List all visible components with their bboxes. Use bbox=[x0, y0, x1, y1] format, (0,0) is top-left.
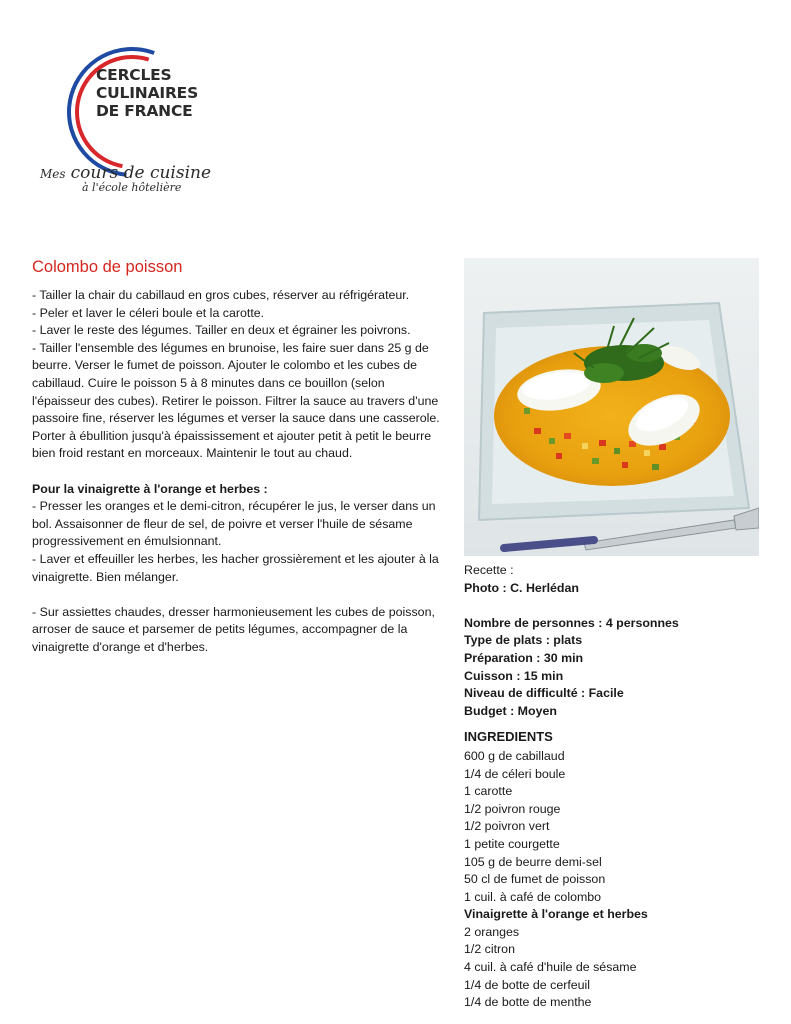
recipe-instructions bbox=[32, 287, 442, 656]
photo-credit: Photo : C. Herlédan bbox=[464, 580, 579, 595]
budget: Budget : Moyen bbox=[464, 703, 557, 718]
ingredient-item: 1/4 de botte de cerfeuil bbox=[464, 977, 591, 992]
step: - Sur assiettes chaudes, dresser harmonieusement les cubes de poisson, arroser de sauce et parsemer de petits légumes, accompagner de la vinaigrette d'orange et d'herbes. bbox=[32, 604, 435, 654]
ingredients-title: INGREDIENTS bbox=[464, 729, 553, 745]
ingredient-item: 105 g de beurre demi-sel bbox=[464, 854, 602, 869]
ingredient-item: 1/2 poivron rouge bbox=[464, 801, 561, 816]
step: - Laver et effeuiller les herbes, les hacher grossièrement et les ajouter à la vinaigrette. Bien mélanger. bbox=[32, 551, 439, 584]
logo-wordmark: CERCLES CULINAIRES DE FRANCE bbox=[96, 66, 199, 120]
vinaigrette-heading: Pour la vinaigrette à l'orange et herbes : bbox=[32, 481, 268, 496]
servings: Nombre de personnes : 4 personnes bbox=[464, 615, 679, 630]
ingredient-item: 1/2 poivron vert bbox=[464, 819, 550, 834]
cook-time: Cuisson : 15 min bbox=[464, 668, 564, 683]
difficulty: Niveau de difficulté : Facile bbox=[464, 686, 624, 701]
tagline: Mes cours de cuisine à l'école hôtelière bbox=[40, 163, 212, 194]
step: - Laver le reste des légumes. Tailler en deux et égrainer les poivrons. bbox=[32, 323, 411, 338]
ingredient-item: 1/2 citron bbox=[464, 942, 515, 957]
recipe-title: Colombo de poisson bbox=[32, 258, 183, 276]
ingredient-item: 1 cuil. à café de colombo bbox=[464, 889, 602, 904]
ingredient-item: 50 cl de fumet de poisson bbox=[464, 872, 606, 887]
ingredient-item: 1/4 de céleri boule bbox=[464, 766, 566, 781]
ingredient-item: 1/4 de botte de menthe bbox=[464, 995, 592, 1010]
ingredient-item: 600 g de cabillaud bbox=[464, 748, 565, 763]
vinaigrette-ingredients-title: Vinaigrette à l'orange et herbes bbox=[464, 907, 648, 922]
dish-photo bbox=[464, 258, 759, 556]
dish-type: Type de plats : plats bbox=[464, 633, 583, 648]
step: - Peler et laver le céleri boule et la carotte. bbox=[32, 305, 265, 320]
prep-time: Préparation : 30 min bbox=[464, 650, 584, 665]
step: - Presser les oranges et le demi-citron, récupérer le jus, le verser dans un bol. Assaisonner de fleur de sel, de poivre et verser l'huile de sésame progressivement en émulsionnant. bbox=[32, 499, 436, 549]
ingredient-item: 1 petite courgette bbox=[464, 836, 560, 851]
recette-label: Recette : bbox=[464, 563, 514, 577]
recipe-info bbox=[464, 562, 764, 1012]
ingredient-item: 2 oranges bbox=[464, 924, 520, 939]
step: - Tailler la chair du cabillaud en gros cubes, réserver au réfrigérateur. bbox=[32, 288, 410, 302]
ingredient-item: 1 carotte bbox=[464, 784, 513, 799]
ingredient-item: 4 cuil. à café d'huile de sésame bbox=[464, 960, 637, 975]
step: - Tailler l'ensemble des légumes en brunoise, les faire suer dans 25 g de beurre. Verser le fumet de poisson. Ajouter le colombo et les cubes de cabillaud. Cuire le poisson 5 à 8 minutes dans ce bouillon (selon l'épaisseur des cubes). Retirer le poisson. Filtrer la sauce au travers d'une passoire fine, réserver les légumes et verser la sauce dans une casserole. Porter à ébullition jusqu'à épaississement et ajouter petit à petit le beurre bien froid restant en morceaux. Maintenir le tout au chaud. bbox=[32, 340, 440, 461]
